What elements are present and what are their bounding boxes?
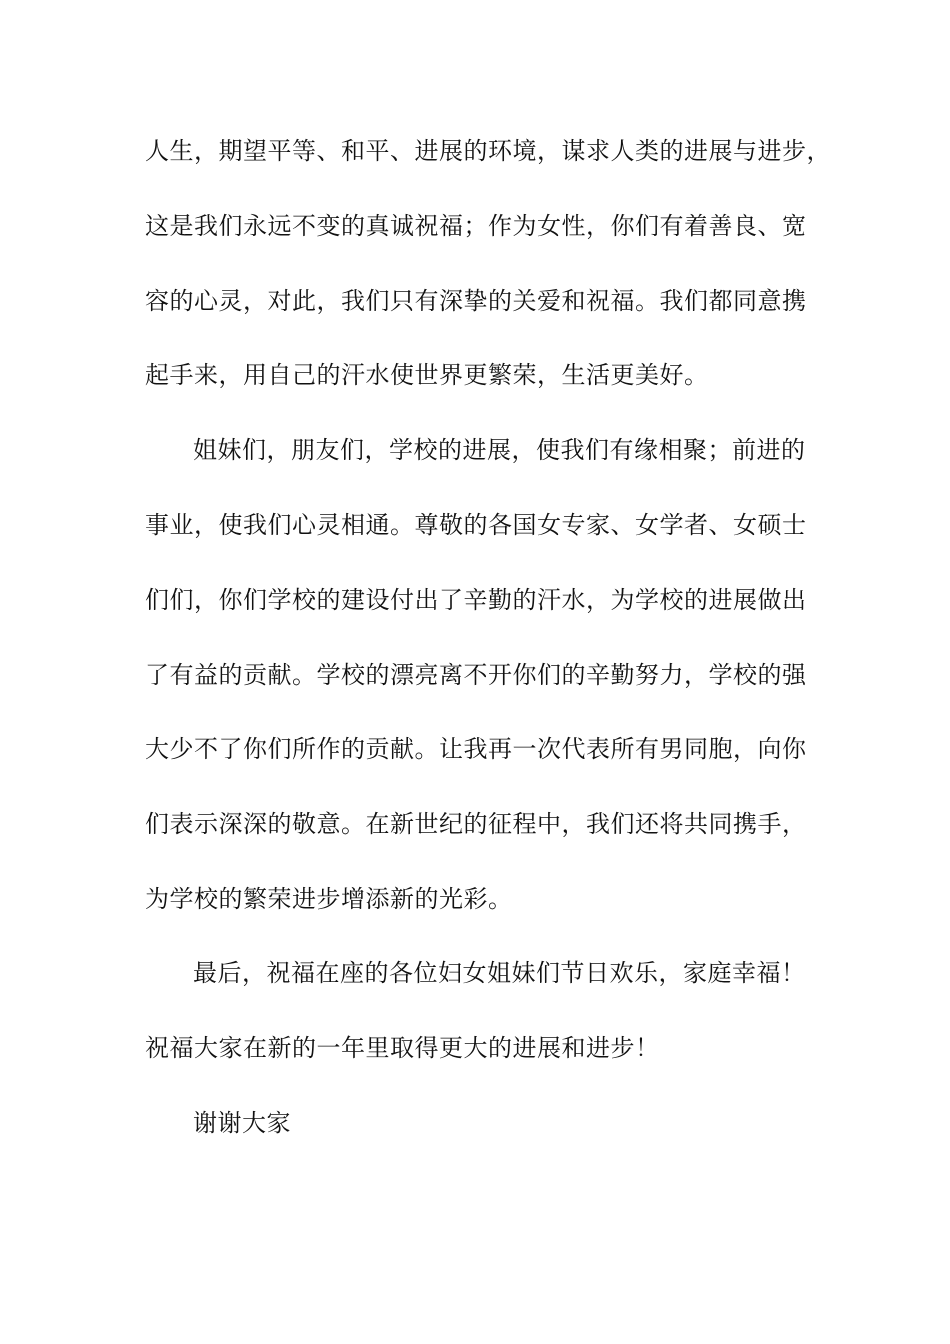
- paragraph-start-line: 最后，祝福在座的各位妇女姐妹们节日欢乐，家庭幸福！: [193, 959, 806, 987]
- text-line: 起手来，用自己的汗水使世界更繁荣，生活更美好。: [145, 361, 709, 389]
- text-line: 这是我们永远不变的真诚祝福；作为女性，你们有着善良、宽: [145, 212, 807, 240]
- text-line: 为学校的繁荣进步增添新的光彩。: [145, 885, 513, 913]
- closing-line: 谢谢大家: [193, 1109, 291, 1137]
- text-line: 们们，你们学校的建设付出了辛勤的汗水，为学校的进展做出: [145, 586, 807, 614]
- text-line: 了有益的贡献。学校的漂亮离不开你们的辛勤努力，学校的强: [145, 661, 807, 689]
- text-line: 容的心灵，对此，我们只有深挚的关爱和祝福。我们都同意携: [145, 287, 807, 315]
- text-line: 大少不了你们所作的贡献。让我再一次代表所有男同胞，向你: [145, 735, 807, 763]
- text-line: 祝福大家在新的一年里取得更大的进展和进步！: [145, 1034, 660, 1062]
- text-line: 事业，使我们心灵相通。尊敬的各国女专家、女学者、女硕士: [145, 511, 807, 539]
- paragraph-start-line: 姐妹们，朋友们，学校的进展，使我们有缘相聚；前进的: [193, 436, 806, 464]
- text-line: 人生，期望平等、和平、进展的环境，谋求人类的进展与进步，: [145, 137, 831, 165]
- text-line: 们表示深深的敬意。在新世纪的征程中，我们还将共同携手，: [145, 810, 807, 838]
